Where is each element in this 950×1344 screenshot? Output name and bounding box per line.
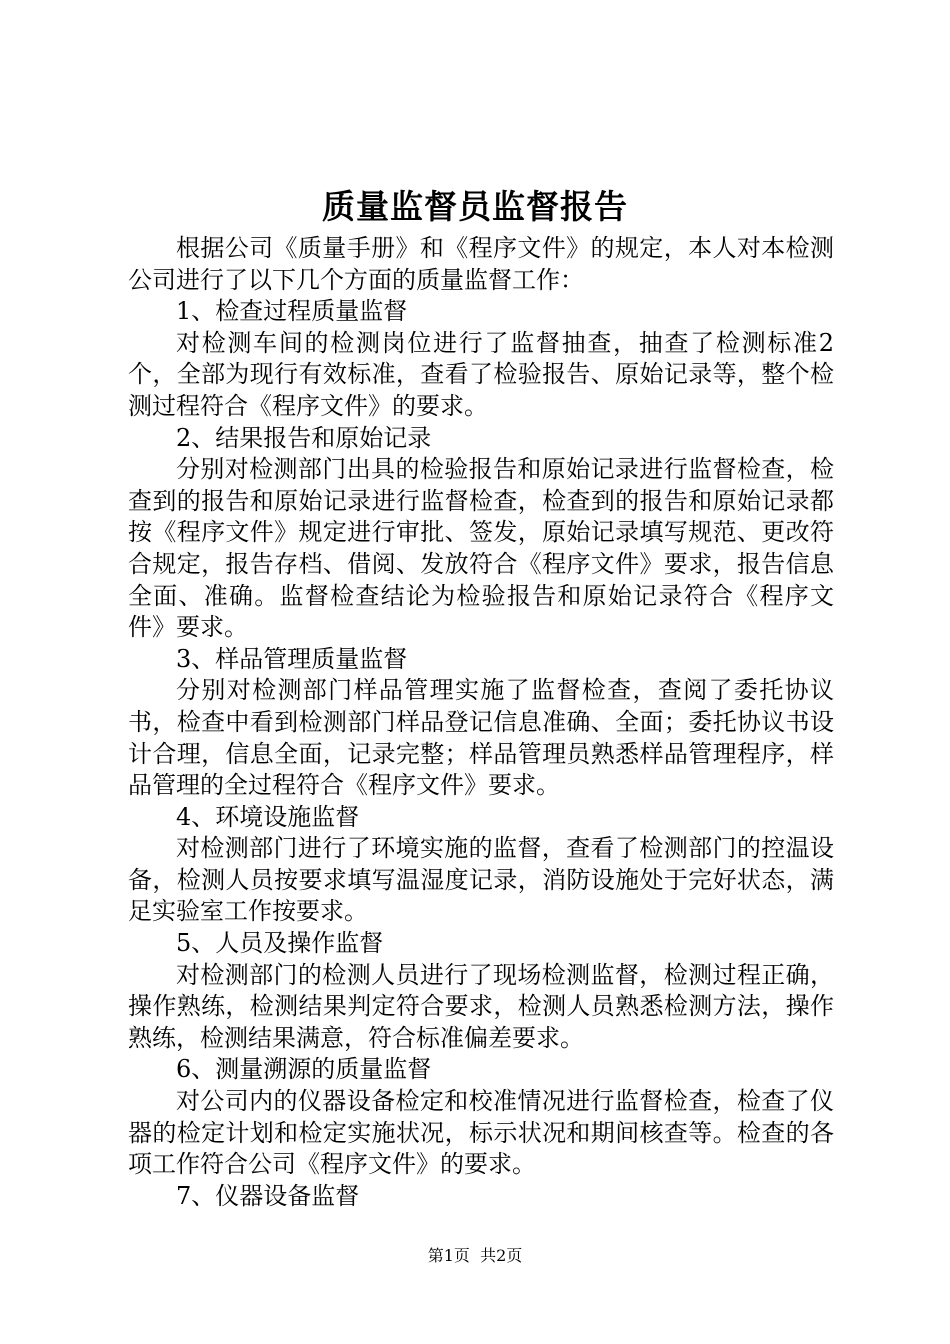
- section-heading-4: 4、环境设施监督: [176, 802, 360, 831]
- footer-spacer: [470, 1246, 480, 1265]
- page-total: 共2页: [480, 1246, 523, 1265]
- intro-paragraph: 根据公司《质量手册》和《程序文件》的规定，本人对本检测公司进行了以下几个方面的质量监督工作：: [128, 234, 834, 294]
- page-number: 第1页: [427, 1246, 470, 1265]
- section-heading-2: 2、结果报告和原始记录: [176, 423, 432, 452]
- document-body: [128, 233, 834, 1212]
- section-heading-6: 6、测量溯源的质量监督: [176, 1055, 432, 1084]
- section-heading-7: 7、仪器设备监督: [176, 1181, 360, 1210]
- section-paragraph-4: 对检测部门进行了环境实施的监督，查看了检测部门的控温设备，检测人员按要求填写温湿度记录，消防设施处于完好状态，满足实验室工作按要求。: [128, 834, 834, 926]
- page-footer: [0, 1245, 950, 1267]
- section-heading-5: 5、人员及操作监督: [176, 929, 384, 958]
- document-title: 质量监督员监督报告: [322, 187, 628, 226]
- section-paragraph-5: 对检测部门的检测人员进行了现场检测监督，检测过程正确，操作熟练，检测结果判定符合要求，检测人员熟悉检测方法，操作熟练，检测结果满意，符合标准偏差要求。: [128, 960, 834, 1052]
- section-paragraph-1: 对检测车间的检测岗位进行了监督抽查，抽查了检测标准2个，全部为现行有效标准，查看了检验报告、原始记录等，整个检测过程符合《程序文件》的要求。: [128, 328, 834, 420]
- section-paragraph-2: 分别对检测部门出具的检验报告和原始记录进行监督检查，检查到的报告和原始记录进行监督检查，检查到的报告和原始记录都按《程序文件》规定进行审批、签发，原始记录填写规范、更改符合规定，报告存档、借阅、发放符合《程序文件》要求，报告信息全面、准确。监督检查结论为检验报告和原始记录符合《程序文件》要求。: [128, 455, 834, 642]
- section-heading-1: 1、检查过程质量监督: [176, 297, 408, 326]
- section-heading-3: 3、样品管理质量监督: [176, 644, 408, 673]
- section-paragraph-6: 对公司内的仪器设备检定和校准情况进行监督检查，检查了仪器的检定计划和检定实施状况，标示状况和期间核查等。检查的各项工作符合公司《程序文件》的要求。: [128, 1087, 834, 1179]
- section-paragraph-3: 分别对检测部门样品管理实施了监督检查，查阅了委托协议书，检查中看到检测部门样品登记信息准确、全面；委托协议书设计合理，信息全面，记录完整；样品管理员熟悉样品管理程序，样品管理的全过程符合《程序文件》要求。: [128, 676, 834, 800]
